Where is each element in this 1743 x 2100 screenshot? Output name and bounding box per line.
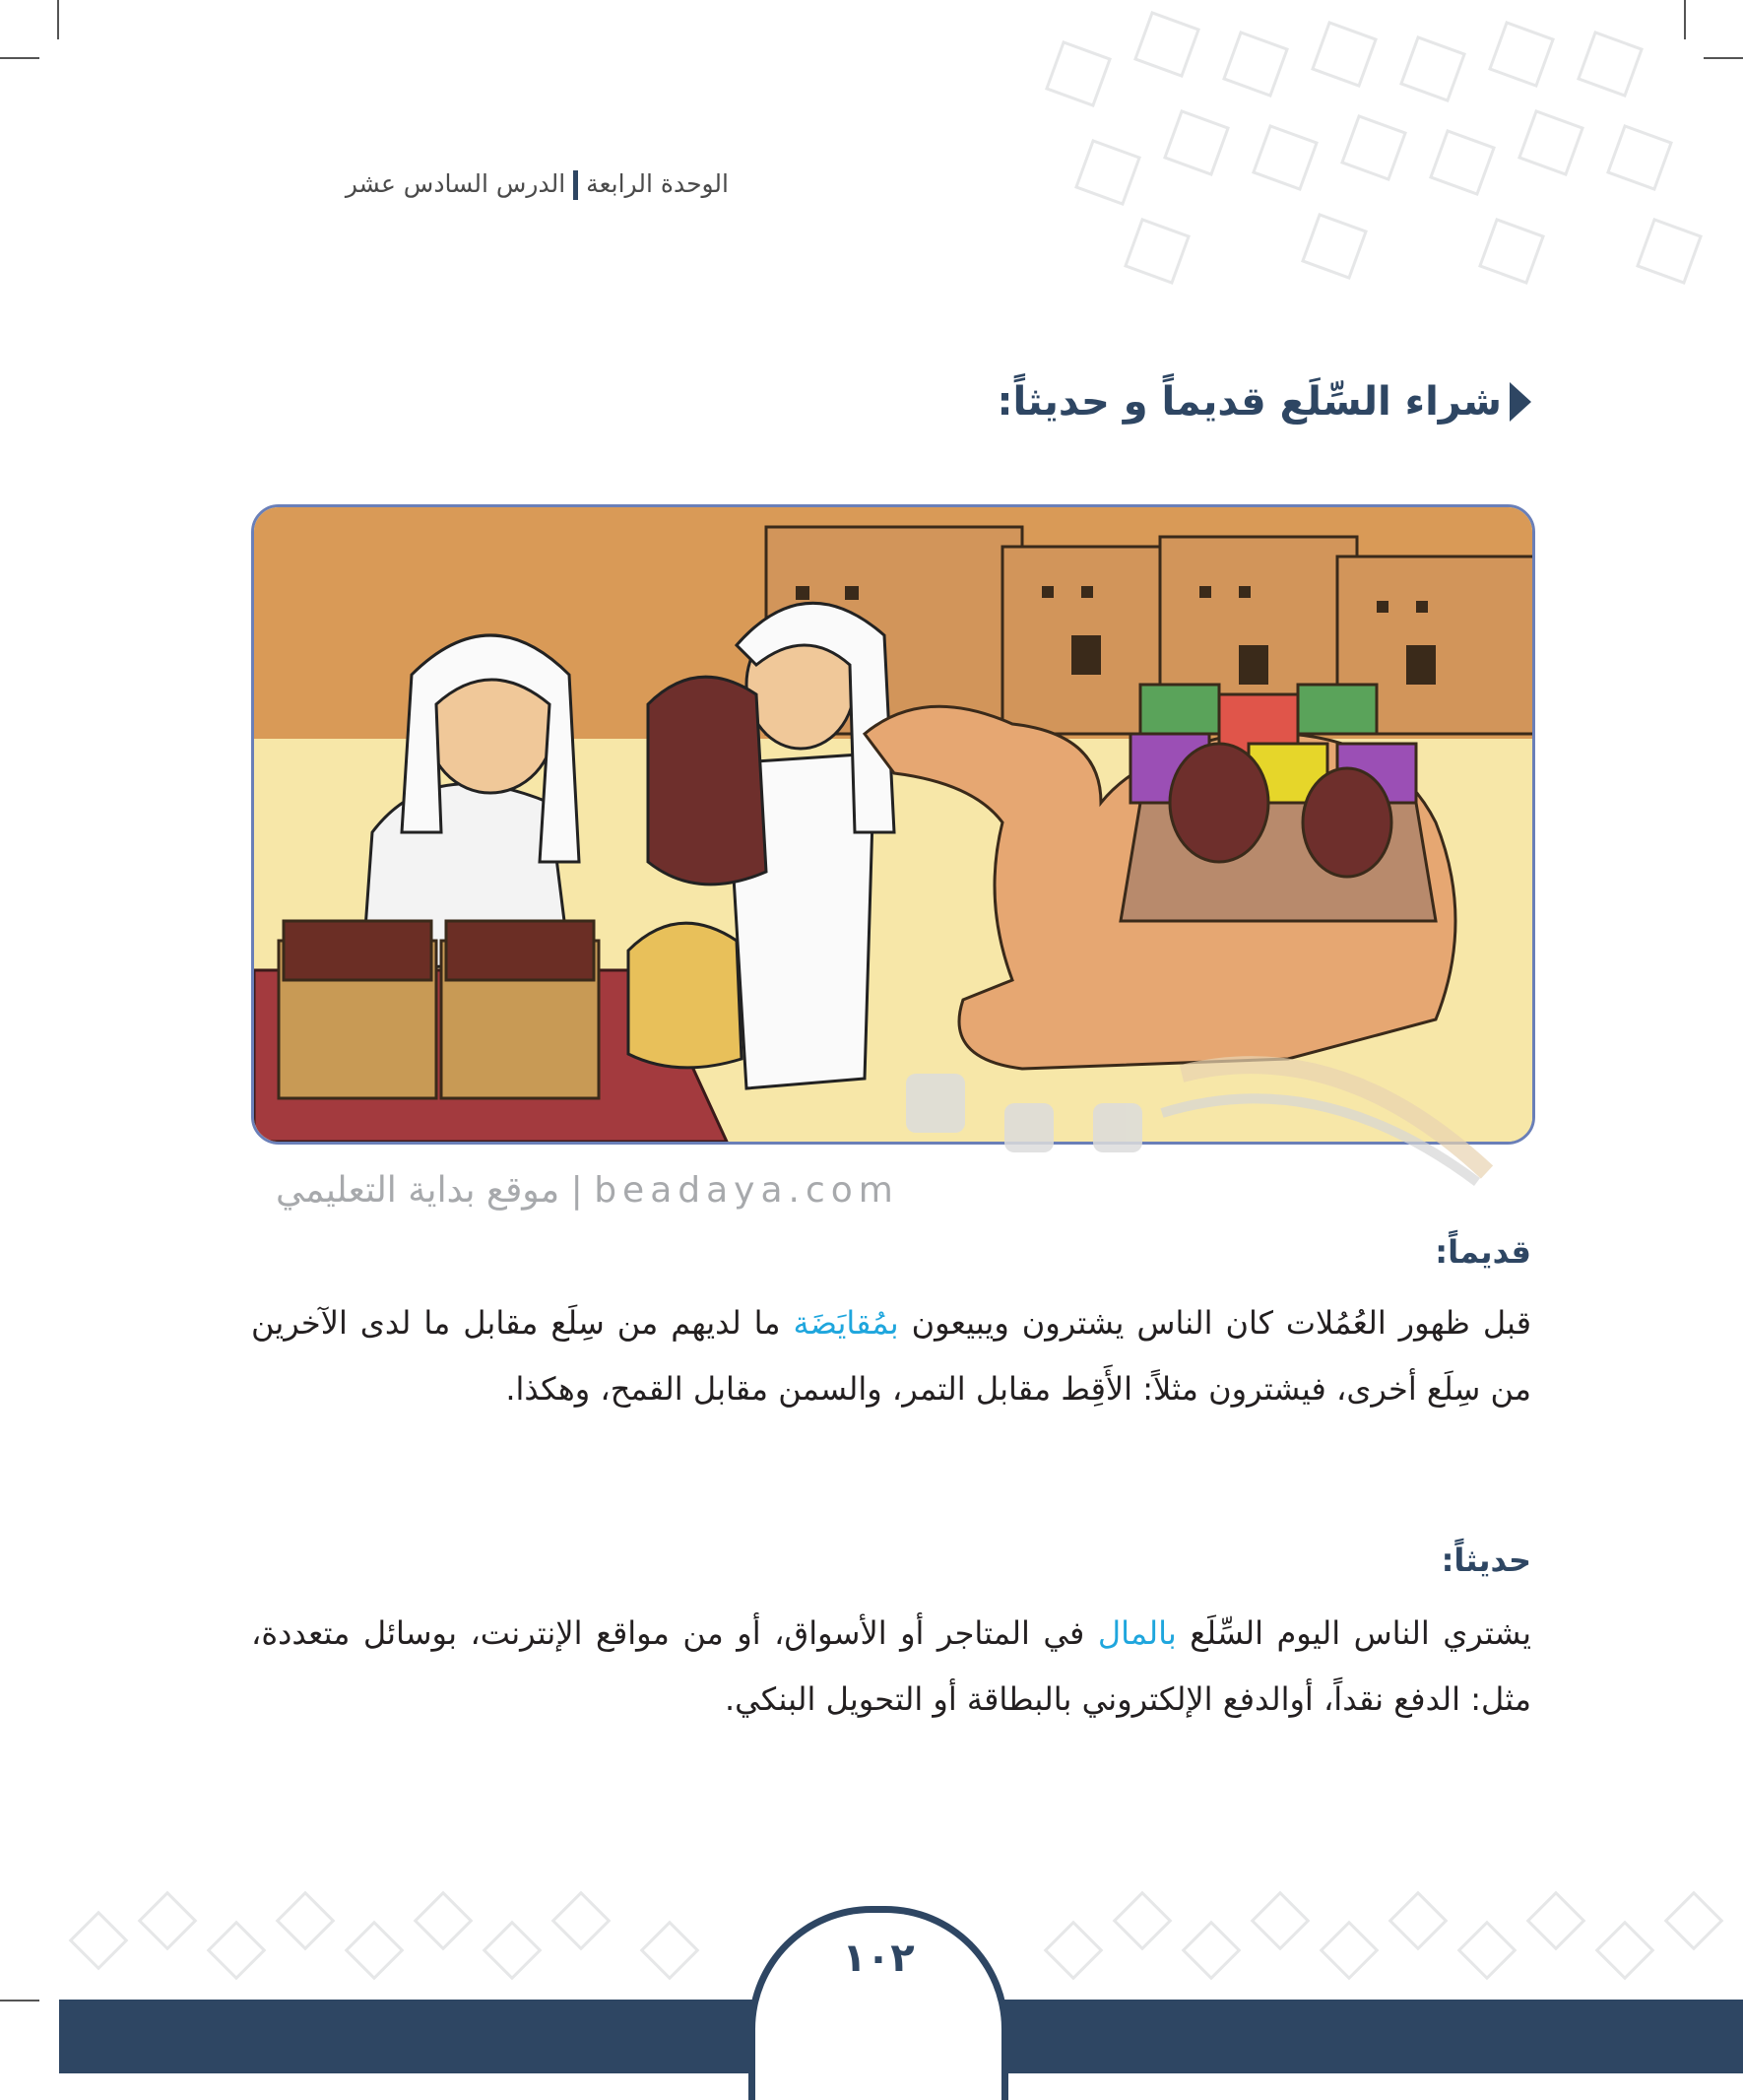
crop-mark (57, 0, 59, 39)
header-separator (573, 170, 578, 200)
corner-pattern (1014, 0, 1743, 295)
old-text-before: قبل ظهور العُمُلات كان الناس يشترون ويبيعون (898, 1304, 1532, 1342)
money-term: بالمال (1097, 1614, 1177, 1652)
crop-mark (0, 2000, 39, 2002)
old-paragraph (251, 1290, 1531, 1422)
new-text-after: في المتاجر أو الأسواق، أو من مواقع الإنترنت، بوسائل متعددة، مثل: الدفع نقداً، أوالدفع الإلكتروني بالبطاقة أو التحويل البنكي. (251, 1614, 1531, 1718)
section-title-text: شراء السِّلَع قديماً و حديثاً: (997, 379, 1502, 425)
lesson-label: الدرس السادس عشر (345, 169, 566, 198)
old-text-after: ما لديهم من سِلَع مقابل ما لدى الآخرين من سِلَع أخرى، فيشترون مثلاً: الأَقِط مقابل التمر، والسمن مقابل القمح، وهكذا. (251, 1304, 1531, 1408)
page-header (246, 169, 729, 200)
new-text-before: يشتري الناس اليوم السِّلَع (1176, 1614, 1532, 1652)
arrow-left-icon (1510, 382, 1531, 422)
new-heading: حديثاً: (1441, 1542, 1531, 1579)
watermark-text: موقع بداية التعليمي | beadaya.com (276, 1170, 899, 1211)
section-title (998, 379, 1531, 425)
crop-mark (0, 57, 39, 59)
old-heading: قديماً: (1435, 1233, 1531, 1271)
barter-term: بمُقايَضَة (793, 1304, 899, 1342)
new-paragraph (251, 1601, 1531, 1733)
page-number: ١٠٢ (842, 1936, 915, 1981)
watermark-logo (867, 995, 1497, 1192)
unit-label: الوحدة الرابعة (586, 169, 729, 198)
